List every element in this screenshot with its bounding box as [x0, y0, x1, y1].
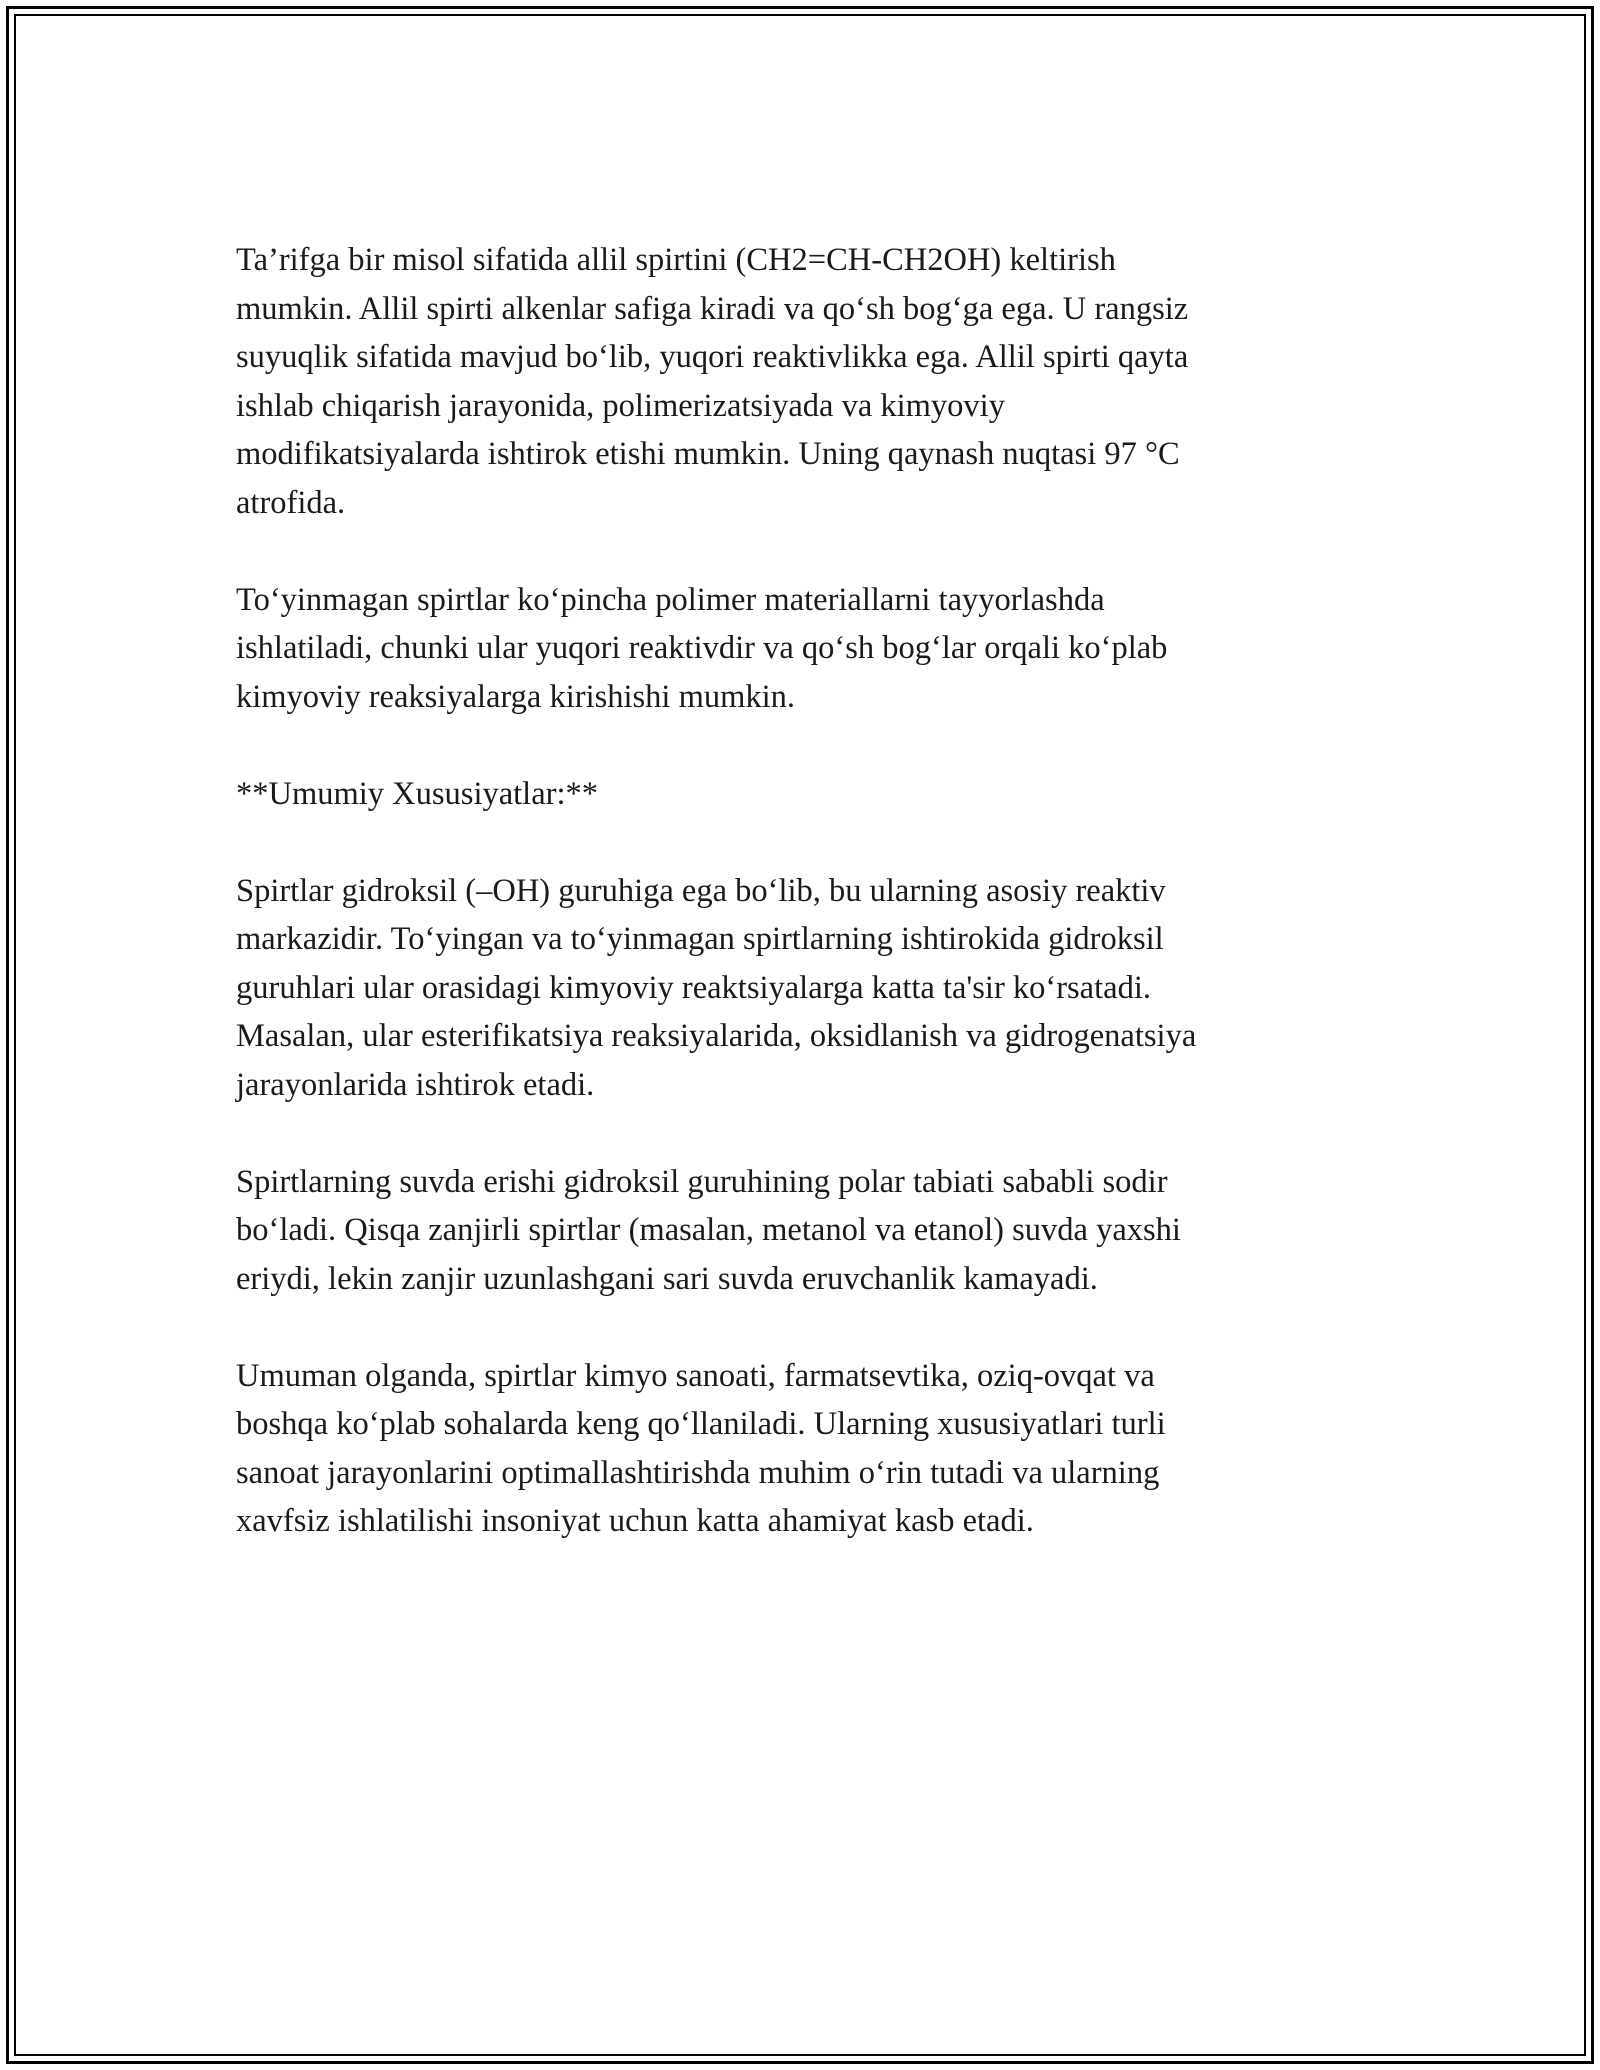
document-body	[236, 236, 1346, 1594]
section-heading-general-properties: **Umumiy Xususiyatlar:**	[236, 775, 598, 812]
paragraph-hydroxyl-group: Spirtlar gidroksil (–OH) guruhiga ega bo‘lib, bu ularning asosiy reaktiv markazidir. To‘yingan va to‘yinmagan spirtlarning ishtirokida gidroksil guruhlari ular orasidagi kimyoviy reaktsiyalarga katta ta'sir ko‘rsatadi. Masalan, ular esterifikatsiya reaksiyalarida, oksidlanish va gidrogenatsiya jarayonlarida ishtirok etadi.	[236, 872, 1197, 1103]
paragraph-allyl-alcohol: Ta’rifga bir misol sifatida allil spirtini (CH2=CH-CH2OH) keltirish mumkin. Allil spirti alkenlar safiga kiradi va qo‘sh bog‘ga ega. U rangsiz suyuqlik sifatida mavjud bo‘lib, yuqori reaktivlikka ega. Allil spirti qayta ishlab chiqarish jarayonida, polimerizatsiyada va kimyoviy modifikatsiyalarda ishtirok etishi mumkin. Uning qaynash nuqtasi 97 °C atrofida.	[236, 242, 1189, 521]
paragraph-solubility: Spirtlarning suvda erishi gidroksil guruhining polar tabiati sababli sodir bo‘ladi. Qisqa zanjirli spirtlar (masalan, metanol va etanol) suvda yaxshi eriydi, lekin zanjir uzunlashgani sari suvda eruvchanlik kamayadi.	[236, 1163, 1181, 1297]
paragraph-conclusion: Umuman olganda, spirtlar kimyo sanoati, farmatsevtika, oziq-ovqat va boshqa ko‘plab sohalarda keng qo‘llaniladi. Ularning xususiyatlari turli sanoat jarayonlarini optimallashtirishda muhim o‘rin tutadi va ularning xavfsiz ishlatilishi insoniyat uchun katta ahamiyat kasb etadi.	[236, 1357, 1166, 1539]
paragraph-unsaturated-alcohols: To‘yinmagan spirtlar ko‘pincha polimer materiallarni tayyorlashda ishlatiladi, chunki ular yuqori reaktivdir va qo‘sh bog‘lar orqali ko‘plab kimyoviy reaksiyalarga kirishishi mumkin.	[236, 581, 1168, 715]
